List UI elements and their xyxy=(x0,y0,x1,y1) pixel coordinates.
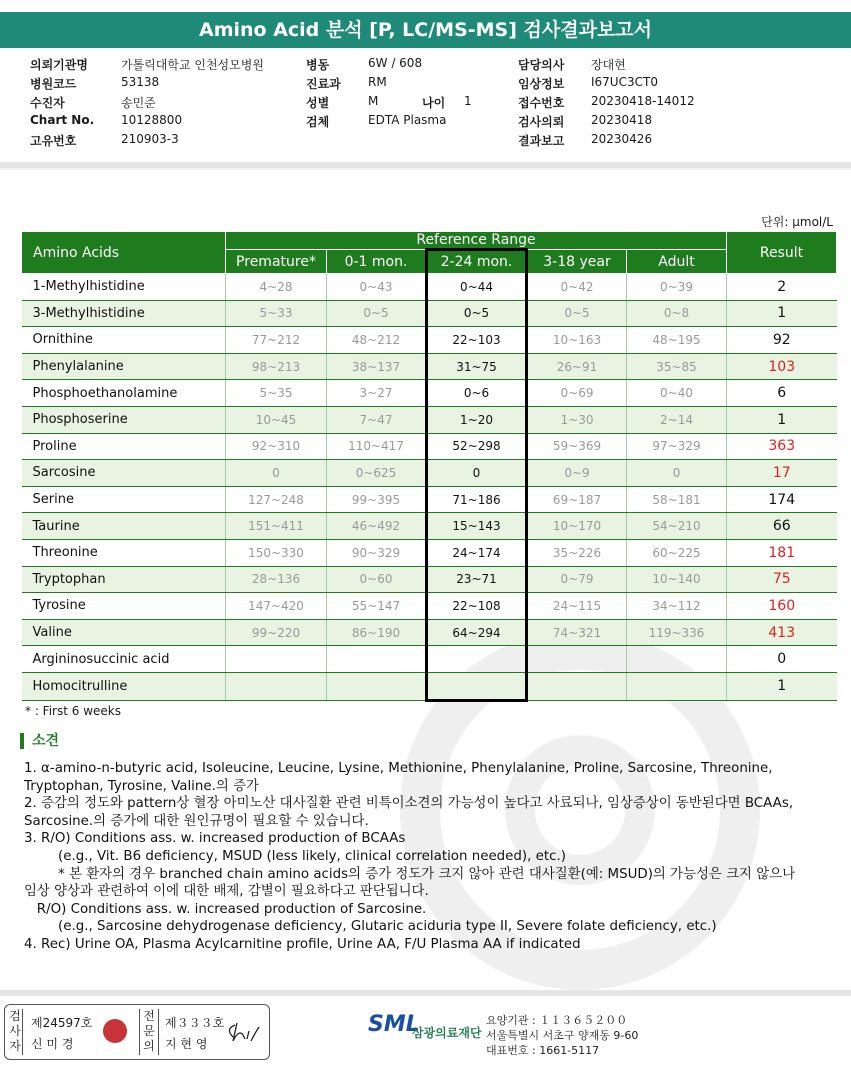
table-row xyxy=(22,593,837,620)
reference-range-cell: 71~186 xyxy=(427,486,527,513)
amino-acid-name: Phenylalanine xyxy=(22,353,226,380)
reference-range-cell: 38~137 xyxy=(327,353,427,380)
table-row xyxy=(22,274,837,301)
reference-range-cell: 48~195 xyxy=(627,327,727,354)
result-header: Result xyxy=(727,232,837,274)
reference-range-cell: 1~20 xyxy=(427,406,527,433)
reference-range-cell xyxy=(527,672,627,700)
table-row xyxy=(22,539,837,566)
finding-line: Sarcosine.의 증가에 대한 원인규명이 필요할 수 있습니다. xyxy=(24,813,369,829)
reference-range-cell: 35~226 xyxy=(527,539,627,566)
reference-range-cell: 150~330 xyxy=(226,539,327,566)
amino-acid-name: 3-Methylhistidine xyxy=(22,300,226,327)
doctor-label: 담당의사 xyxy=(518,58,565,72)
table-row xyxy=(22,672,837,700)
reference-range-cell xyxy=(627,646,727,673)
reference-range-cell: 151~411 xyxy=(226,513,327,540)
reference-range-cell: 127~248 xyxy=(226,486,327,513)
code-label: 병원코드 xyxy=(30,77,77,91)
reference-range-cell: 46~492 xyxy=(327,513,427,540)
lab-name: 삼광의료재단 xyxy=(412,1026,482,1040)
reference-range-cell: 77~212 xyxy=(226,327,327,354)
reference-range-cell: 10~45 xyxy=(226,406,327,433)
reference-range-cell xyxy=(327,646,427,673)
ward-value: 6W / 608 xyxy=(368,56,423,70)
request-label: 검사의뢰 xyxy=(518,115,565,129)
reference-range-cell xyxy=(226,672,327,700)
amino-acid-name: Tyrosine xyxy=(22,593,226,620)
reference-range-cell: 34~112 xyxy=(627,593,727,620)
reference-range-cell: 0~44 xyxy=(427,274,527,301)
finding-line: 1. α-amino-n-butyric acid, Isoleucine, Leucine, Lysine, Methionine, Phenylalanine, Proline, Sarcosine, Threonine, xyxy=(24,761,773,776)
amino-acid-rows xyxy=(22,274,837,701)
lab-address-line: 서울특별시 서초구 양재동 9-60 xyxy=(486,1029,639,1042)
amino-acid-name: Taurine xyxy=(22,513,226,540)
reference-range-cell: 97~329 xyxy=(627,433,727,460)
reference-range-cell: 0~6 xyxy=(427,380,527,407)
reference-range-cell: 0~69 xyxy=(527,380,627,407)
chart-label: Chart No. xyxy=(30,113,95,127)
report-label: 결과보고 xyxy=(518,134,565,148)
lab-phone: 대표번호 : 1661-5117 xyxy=(486,1044,600,1057)
reference-range-cell: 0~5 xyxy=(427,300,527,327)
reference-range-cell xyxy=(427,672,527,700)
table-row xyxy=(22,486,837,513)
amino-acid-name: Proline xyxy=(22,433,226,460)
reference-range-cell: 2~14 xyxy=(627,406,727,433)
reference-range-cell: 0~79 xyxy=(527,566,627,593)
table-row xyxy=(22,406,837,433)
dept-label: 진료과 xyxy=(306,77,341,91)
specimen-label: 검체 xyxy=(306,115,330,129)
patient-label: 수진자 xyxy=(30,96,65,110)
reference-range-cell: 3~27 xyxy=(327,380,427,407)
amino-acid-table xyxy=(21,231,837,702)
reference-range-cell: 10~140 xyxy=(627,566,727,593)
specialist-label: 전문의 xyxy=(139,1009,159,1055)
result-cell: 103 xyxy=(727,353,837,380)
receipt-label: 접수번호 xyxy=(518,96,565,110)
hospital-value: 가톨릭대학교 인천성모병원 xyxy=(121,58,264,72)
amino-acids-header: Amino Acids xyxy=(22,232,226,274)
result-cell: 66 xyxy=(727,513,837,540)
reference-range-cell: 59~369 xyxy=(527,433,627,460)
reference-range-cell: 10~170 xyxy=(527,513,627,540)
reference-range-cell: 1~30 xyxy=(527,406,627,433)
reference-range-header: Reference Range xyxy=(226,232,727,250)
uid-value: 210903-3 xyxy=(121,132,179,146)
finding-line: * 본 환자의 경우 branched chain amino acids의 증가 정도가 크지 않아 관련 대사질환(예: MSUD)의 가능성은 크지 않으나 xyxy=(24,866,796,882)
reference-range-cell: 147~420 xyxy=(226,593,327,620)
amino-acid-name: Argininosuccinic acid xyxy=(22,646,226,673)
tester-label: 검사자 xyxy=(8,1009,23,1055)
result-cell: 6 xyxy=(727,380,837,407)
table-row xyxy=(22,460,837,487)
amino-acid-name: Threonine xyxy=(22,539,226,566)
clinical-value: I67UC3CT0 xyxy=(591,75,658,89)
adult-header: Adult xyxy=(627,250,727,274)
chart-value: 10128800 xyxy=(121,113,183,127)
table-row xyxy=(22,353,837,380)
amino-acid-name: Sarcosine xyxy=(22,460,226,487)
amino-acid-name: Ornithine xyxy=(22,327,226,354)
3-18-year-header: 3-18 year xyxy=(527,250,627,274)
2-24-mon-header: 2-24 mon. xyxy=(427,250,527,274)
amino-acid-name: Valine xyxy=(22,619,226,646)
finding-line: Tryptophan, Tyrosine, Valine.의 증가 xyxy=(24,778,259,794)
result-cell: 181 xyxy=(727,539,837,566)
tester-name: 신 미 경 xyxy=(31,1037,74,1051)
amino-acid-name: Tryptophan xyxy=(22,566,226,593)
reference-range-cell: 5~35 xyxy=(226,380,327,407)
reference-range-cell: 0~5 xyxy=(527,300,627,327)
finding-line: (e.g., Sarcosine dehydrogenase deficiency, Glutaric aciduria type II, Severe folate deficiency, etc.) xyxy=(24,919,717,935)
0-1-mon-header: 0-1 mon. xyxy=(327,250,427,274)
finding-line: R/O) Conditions ass. w. increased production of Sarcosine. xyxy=(24,901,427,917)
reference-range-cell: 74~321 xyxy=(527,619,627,646)
reference-range-cell: 69~187 xyxy=(527,486,627,513)
request-value: 20230418 xyxy=(591,113,653,127)
table-row xyxy=(22,300,837,327)
reference-range-cell: 0~40 xyxy=(627,380,727,407)
reference-range-cell: 0~39 xyxy=(627,274,727,301)
reference-range-cell: 7~47 xyxy=(327,406,427,433)
findings-text xyxy=(24,760,829,954)
sex-label: 성별 xyxy=(306,96,330,110)
dept-value: RM xyxy=(368,75,387,89)
amino-acid-name: Phosphoethanolamine xyxy=(22,380,226,407)
reference-range-cell: 35~85 xyxy=(627,353,727,380)
reference-range-cell: 24~174 xyxy=(427,539,527,566)
reference-range-cell: 90~329 xyxy=(327,539,427,566)
reference-range-cell: 110~417 xyxy=(327,433,427,460)
reference-range-cell: 0~9 xyxy=(527,460,627,487)
reference-range-cell: 64~294 xyxy=(427,619,527,646)
patient-value: 송민준 xyxy=(121,96,156,110)
result-cell: 363 xyxy=(727,433,837,460)
footnote: * : First 6 weeks xyxy=(25,704,121,718)
reference-range-cell: 92~310 xyxy=(226,433,327,460)
reference-range-cell: 0~8 xyxy=(627,300,727,327)
result-cell: 0 xyxy=(727,646,837,673)
result-cell: 1 xyxy=(727,406,837,433)
reference-range-cell: 23~71 xyxy=(427,566,527,593)
ward-label: 병동 xyxy=(306,58,330,72)
clinical-label: 임상정보 xyxy=(518,77,565,91)
premature-header: Premature* xyxy=(226,250,327,274)
reference-range-cell: 10~163 xyxy=(527,327,627,354)
code-value: 53138 xyxy=(121,75,160,89)
reference-range-cell: 60~225 xyxy=(627,539,727,566)
finding-line: 3. R/O) Conditions ass. w. increased production of BCAAs xyxy=(24,831,406,847)
lab-address xyxy=(486,1013,638,1058)
reference-range-cell: 119~336 xyxy=(627,619,727,646)
result-cell: 1 xyxy=(727,300,837,327)
reference-range-cell: 28~136 xyxy=(226,566,327,593)
specialist-number: 제３３３호 xyxy=(165,1016,225,1030)
amino-acid-name: Homocitrulline xyxy=(22,672,226,700)
unit-label: 단위: μmol/L xyxy=(761,215,833,229)
tester-seal xyxy=(103,1019,127,1043)
hospital-label: 의뢰기관명 xyxy=(30,58,88,72)
table-row xyxy=(22,646,837,673)
specialist-name: 지 현 영 xyxy=(165,1037,208,1051)
report-value: 20230426 xyxy=(591,132,653,146)
reference-range-cell: 55~147 xyxy=(327,593,427,620)
reference-range-cell: 99~220 xyxy=(226,619,327,646)
table-row xyxy=(22,566,837,593)
amino-acid-name: 1-Methylhistidine xyxy=(22,274,226,301)
reference-range-cell: 31~75 xyxy=(427,353,527,380)
lab-logo xyxy=(368,1012,482,1040)
tester-number: 제24597호 xyxy=(31,1016,93,1030)
patient-info xyxy=(30,56,830,151)
reference-range-cell: 48~212 xyxy=(327,327,427,354)
reference-range-cell: 0~43 xyxy=(327,274,427,301)
reference-range-cell: 98~213 xyxy=(226,353,327,380)
reference-range-cell: 0 xyxy=(627,460,727,487)
reference-range-cell: 0~5 xyxy=(327,300,427,327)
reference-range-cell xyxy=(327,672,427,700)
result-cell: 174 xyxy=(727,486,837,513)
finding-line: (e.g., Vit. B6 deficiency, MSUD (less likely, clinical correlation needed), etc.) xyxy=(24,848,566,864)
reference-range-cell: 52~298 xyxy=(427,433,527,460)
result-cell: 160 xyxy=(727,593,837,620)
reference-range-cell: 99~395 xyxy=(327,486,427,513)
finding-line: 4. Rec) Urine OA, Plasma Acylcarnitine profile, Urine AA, F/U Plasma AA if indicated xyxy=(24,936,581,952)
specialist-signature xyxy=(223,1019,263,1047)
reference-range-cell: 0 xyxy=(427,460,527,487)
reference-range-cell xyxy=(226,646,327,673)
lab-logo-mark: SML xyxy=(368,1012,420,1037)
reference-range-cell: 4~28 xyxy=(226,274,327,301)
table-row xyxy=(22,433,837,460)
reference-range-cell xyxy=(627,672,727,700)
finding-line: 임상 양상과 관련하여 이에 대한 배제, 감별이 필요하다고 판단됩니다. xyxy=(24,884,429,900)
age-label: 나이 xyxy=(422,96,446,110)
report-title: Amino Acid 분석 [P, LC/MS-MS] 검사결과보고서 xyxy=(0,12,851,48)
reference-range-cell: 5~33 xyxy=(226,300,327,327)
result-cell: 1 xyxy=(727,672,837,700)
reference-range-cell: 26~91 xyxy=(527,353,627,380)
findings-title: 소견 xyxy=(20,733,59,749)
reference-range-cell xyxy=(427,646,527,673)
reference-range-cell: 54~210 xyxy=(627,513,727,540)
amino-acid-name: Phosphoserine xyxy=(22,406,226,433)
reference-range-cell xyxy=(527,646,627,673)
footer-divider xyxy=(0,990,851,996)
signature-box xyxy=(4,1004,270,1060)
reference-range-cell: 0 xyxy=(226,460,327,487)
lab-agency: 요양기관 : １１３６５２００ xyxy=(486,1014,628,1027)
reference-range-cell: 22~108 xyxy=(427,593,527,620)
reference-range-cell: 22~103 xyxy=(427,327,527,354)
table-row xyxy=(22,380,837,407)
specimen-value: EDTA Plasma xyxy=(368,113,447,127)
table-row xyxy=(22,513,837,540)
receipt-value: 20230418-14012 xyxy=(591,94,695,108)
age-value: 1 xyxy=(464,94,472,108)
reference-range-cell: 58~181 xyxy=(627,486,727,513)
reference-range-cell: 0~42 xyxy=(527,274,627,301)
sex-value: M xyxy=(368,94,379,108)
doctor-value: 장대현 xyxy=(591,58,626,72)
finding-line: 2. 증감의 정도와 pattern상 혈장 아미노산 대사질환 관련 비특이소견의 가능성이 높다고 사료되나, 임상증상이 동반된다면 BCAAs, xyxy=(24,796,794,812)
uid-label: 고유번호 xyxy=(30,134,77,148)
reference-range-cell: 0~60 xyxy=(327,566,427,593)
result-cell: 92 xyxy=(727,327,837,354)
header-divider-light xyxy=(0,168,851,170)
table-row xyxy=(22,619,837,646)
result-cell: 75 xyxy=(727,566,837,593)
result-cell: 413 xyxy=(727,619,837,646)
result-cell: 17 xyxy=(727,460,837,487)
amino-acid-name: Serine xyxy=(22,486,226,513)
reference-range-cell: 0~625 xyxy=(327,460,427,487)
reference-range-cell: 24~115 xyxy=(527,593,627,620)
table-row xyxy=(22,327,837,354)
reference-range-cell: 86~190 xyxy=(327,619,427,646)
result-cell: 2 xyxy=(727,274,837,301)
reference-range-cell: 15~143 xyxy=(427,513,527,540)
